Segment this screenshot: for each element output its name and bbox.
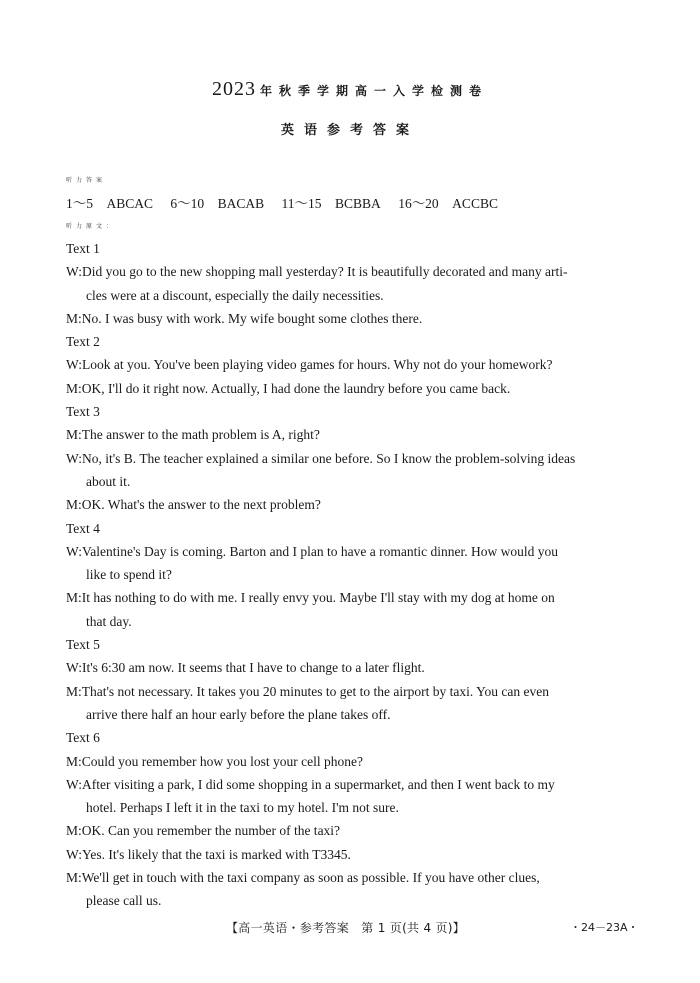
dialogue-line: M:We'll get in touch with the taxi company as soon as possible. If you have other clues,: [66, 870, 540, 886]
dialogue-line: M:OK. What's the answer to the next problem?: [66, 497, 321, 513]
answer-group: 16～20 ACCBC: [398, 196, 498, 211]
page-title: [0, 78, 700, 101]
dialogue-line: W:No, it's B. The teacher explained a similar one before. So I know the problem-solving ideas: [66, 450, 576, 466]
dialogue-line: arrive there half an hour early before the plane takes off.: [86, 706, 391, 722]
dialogue-line: W:Did you go to the new shopping mall yesterday? It is beautifully decorated and many arti-: [66, 264, 568, 280]
listening-answers-label: 听力答案: [66, 177, 107, 184]
dialogue-line: W:After visiting a park, I did some shopping in a supermarket, and then I went back to my: [66, 776, 555, 792]
title-year: 2023: [211, 78, 256, 100]
answer-key: [66, 192, 512, 212]
dialogue-line: M:Could you remember how you lost your cell phone?: [66, 753, 363, 769]
text-heading: Text 3: [66, 404, 100, 420]
dialogue-line: M:It has nothing to do with me. I really envy you. Maybe I'll stay with my dog at home on: [66, 590, 555, 606]
dialogue-line: W:Look at you. You've been playing video games for hours. Why not do your homework?: [66, 357, 553, 373]
dialogue-line: like to spend it?: [86, 567, 172, 583]
dialogue-line: cles were at a discount, especially the daily necessities.: [86, 287, 384, 303]
page-subtitle: 英语参考答案: [280, 123, 419, 138]
text-heading: Text 5: [66, 637, 100, 653]
dialogue-line: about it.: [86, 473, 131, 489]
dialogue-line: W:Valentine's Day is coming. Barton and I plan to have a romantic dinner. How would you: [66, 543, 558, 559]
text-heading: Text 4: [66, 520, 100, 536]
text-heading: Text 2: [66, 334, 100, 350]
dialogue-line: M:No. I was busy with work. My wife bought some clothes there.: [66, 310, 423, 326]
answer-group: 1～5 ABCAC: [66, 196, 154, 211]
transcript: [66, 237, 636, 913]
dialogue-line: that day.: [86, 613, 132, 629]
dialogue-line: hotel. Perhaps I left it in the taxi to my hotel. I'm not sure.: [86, 800, 399, 816]
dialogue-line: M:The answer to the math problem is A, right?: [66, 427, 320, 443]
dialogue-line: W:Yes. It's likely that the taxi is marked with T3345.: [66, 846, 351, 862]
answer-group: 11～15 BCBBA: [281, 196, 381, 211]
dialogue-line: M:OK. Can you remember the number of the taxi?: [66, 823, 341, 839]
dialogue-line: M:That's not necessary. It takes you 20 minutes to get to the airport by taxi. You can even: [66, 683, 549, 699]
transcript-label: 听力原文：: [66, 223, 117, 230]
text-heading: Text 1: [66, 241, 100, 256]
answer-group: 6～10 BACAB: [170, 196, 265, 211]
title-text: 年秋季学期高一入学检测卷: [259, 84, 488, 98]
footer-page-info: 【高一英语・参考答案 第 1 页(共 4 页)】: [226, 921, 466, 935]
dialogue-line: M:OK, I'll do it right now. Actually, I had done the laundry before you came back.: [66, 380, 511, 396]
dialogue-line: W:It's 6:30 am now. It seems that I have to change to a later flight.: [66, 660, 425, 676]
dialogue-line: please call us.: [86, 893, 162, 909]
footer-code: ・24－23A・: [570, 921, 639, 934]
text-heading: Text 6: [66, 730, 100, 746]
